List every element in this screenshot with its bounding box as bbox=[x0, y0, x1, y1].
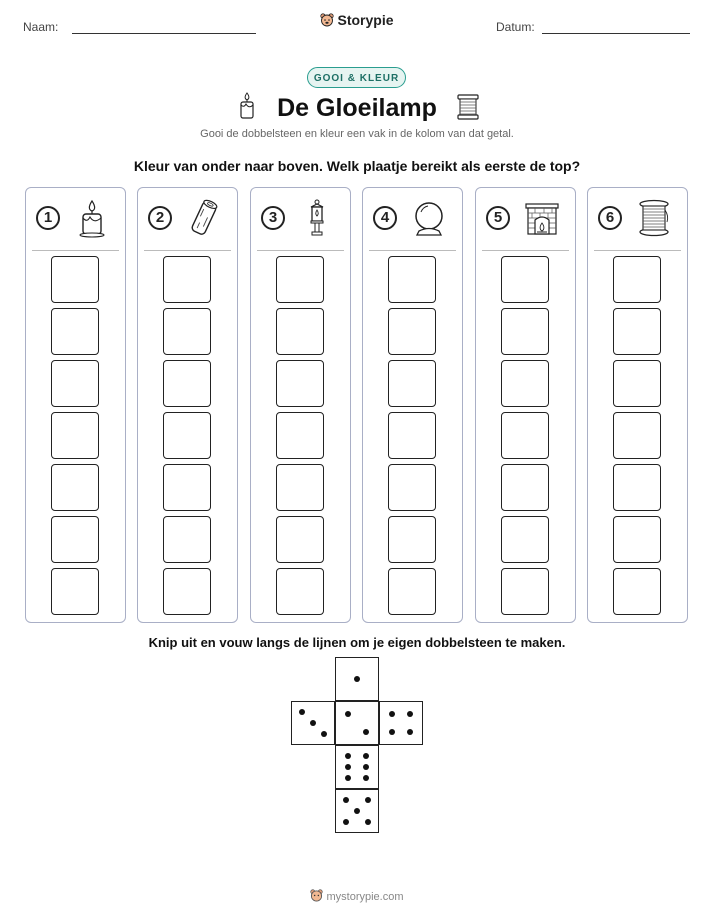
color-box[interactable] bbox=[501, 568, 549, 615]
dice-pip bbox=[365, 797, 371, 803]
cut-instruction: Knip uit en vouw langs de lijnen om je eigen dobbelsteen te maken. bbox=[148, 635, 566, 650]
color-box[interactable] bbox=[276, 360, 324, 407]
color-box[interactable] bbox=[501, 256, 549, 303]
dice-pip bbox=[363, 775, 369, 781]
color-box[interactable] bbox=[613, 308, 661, 355]
dice-pip bbox=[345, 711, 351, 717]
storypie-bear-icon bbox=[310, 889, 323, 905]
color-box[interactable] bbox=[163, 412, 211, 459]
dice-face-6 bbox=[335, 745, 379, 789]
subtitle: Gooi de dobbelsteen en kleur een vak in de kolom van dat getal. bbox=[200, 128, 514, 140]
dice-pip bbox=[407, 729, 413, 735]
color-box[interactable] bbox=[51, 412, 99, 459]
color-box[interactable] bbox=[613, 568, 661, 615]
date-label: Datum: bbox=[496, 20, 535, 34]
color-box[interactable] bbox=[276, 308, 324, 355]
color-box[interactable] bbox=[501, 464, 549, 511]
page-title: De Gloeilamp bbox=[277, 94, 437, 122]
dice-pip bbox=[354, 676, 360, 682]
column-5 bbox=[475, 187, 576, 623]
column-number: 4 bbox=[373, 206, 397, 230]
color-box[interactable] bbox=[388, 516, 436, 563]
color-box[interactable] bbox=[501, 360, 549, 407]
dice-pip bbox=[299, 709, 305, 715]
color-box[interactable] bbox=[276, 256, 324, 303]
fireplace-icon bbox=[524, 198, 560, 238]
brand-name: Storypie bbox=[337, 12, 394, 28]
instruction: Kleur van onder naar boven. Welk plaatje bereikt als eerste de top? bbox=[133, 158, 581, 174]
dice-pip bbox=[345, 764, 351, 770]
color-box[interactable] bbox=[501, 308, 549, 355]
color-box[interactable] bbox=[51, 568, 99, 615]
dice-pip bbox=[407, 711, 413, 717]
color-box[interactable] bbox=[613, 360, 661, 407]
crystal-ball-icon bbox=[411, 198, 447, 238]
storypie-bear-icon bbox=[320, 13, 334, 30]
dice-pip bbox=[345, 753, 351, 759]
color-box[interactable] bbox=[276, 516, 324, 563]
color-box[interactable] bbox=[613, 464, 661, 511]
column-number: 5 bbox=[486, 206, 510, 230]
color-box[interactable] bbox=[163, 464, 211, 511]
brand-logo bbox=[0, 12, 714, 30]
dice-pip bbox=[343, 797, 349, 803]
dice-pip bbox=[389, 711, 395, 717]
color-box[interactable] bbox=[613, 516, 661, 563]
date-line[interactable] bbox=[542, 33, 690, 34]
color-box[interactable] bbox=[388, 464, 436, 511]
column-2 bbox=[137, 187, 238, 623]
color-box[interactable] bbox=[163, 516, 211, 563]
dice-pip bbox=[321, 731, 327, 737]
color-box[interactable] bbox=[388, 412, 436, 459]
dice-face-4 bbox=[379, 701, 423, 745]
color-box[interactable] bbox=[51, 360, 99, 407]
dice-pip bbox=[363, 764, 369, 770]
color-box[interactable] bbox=[501, 516, 549, 563]
spool-icon bbox=[456, 93, 480, 121]
color-box[interactable] bbox=[51, 308, 99, 355]
color-box[interactable] bbox=[51, 516, 99, 563]
color-box[interactable] bbox=[276, 464, 324, 511]
color-box[interactable] bbox=[388, 568, 436, 615]
dice-pip bbox=[343, 819, 349, 825]
color-box[interactable] bbox=[163, 256, 211, 303]
column-separator bbox=[369, 250, 456, 251]
dice-pip bbox=[354, 808, 360, 814]
log-icon bbox=[186, 198, 222, 238]
column-number: 2 bbox=[148, 206, 172, 230]
color-box[interactable] bbox=[276, 568, 324, 615]
column-4 bbox=[362, 187, 463, 623]
color-box[interactable] bbox=[613, 412, 661, 459]
column-separator bbox=[257, 250, 344, 251]
column-separator bbox=[594, 250, 681, 251]
color-box[interactable] bbox=[163, 360, 211, 407]
dice-face-2 bbox=[335, 701, 379, 745]
activity-badge: GOOI & KLEUR bbox=[307, 67, 406, 88]
name-label: Naam: bbox=[23, 20, 59, 34]
column-1 bbox=[25, 187, 126, 623]
column-separator bbox=[32, 250, 119, 251]
color-box[interactable] bbox=[388, 308, 436, 355]
column-number: 6 bbox=[598, 206, 622, 230]
color-box[interactable] bbox=[163, 568, 211, 615]
footer bbox=[0, 889, 714, 905]
dice-pip bbox=[365, 819, 371, 825]
column-number: 1 bbox=[36, 206, 60, 230]
lantern-icon bbox=[299, 198, 335, 238]
column-3 bbox=[250, 187, 351, 623]
color-box[interactable] bbox=[51, 464, 99, 511]
dice-pip bbox=[345, 775, 351, 781]
column-6 bbox=[587, 187, 688, 623]
dice-face-1 bbox=[335, 657, 379, 701]
dice-pip bbox=[363, 729, 369, 735]
dice-pip bbox=[389, 729, 395, 735]
name-line[interactable] bbox=[72, 33, 256, 34]
dice-face-3 bbox=[291, 701, 335, 745]
color-box[interactable] bbox=[388, 256, 436, 303]
color-box[interactable] bbox=[613, 256, 661, 303]
dice-pip bbox=[363, 753, 369, 759]
color-box[interactable] bbox=[501, 412, 549, 459]
column-separator bbox=[144, 250, 231, 251]
candle-icon bbox=[74, 198, 110, 238]
dice-pip bbox=[310, 720, 316, 726]
column-number: 3 bbox=[261, 206, 285, 230]
spool-icon bbox=[636, 198, 672, 238]
footer-url: mystorypie.com bbox=[326, 890, 404, 903]
dice-face-5 bbox=[335, 789, 379, 833]
color-box[interactable] bbox=[276, 412, 324, 459]
color-box[interactable] bbox=[51, 256, 99, 303]
color-box[interactable] bbox=[163, 308, 211, 355]
color-box[interactable] bbox=[388, 360, 436, 407]
column-separator bbox=[482, 250, 569, 251]
